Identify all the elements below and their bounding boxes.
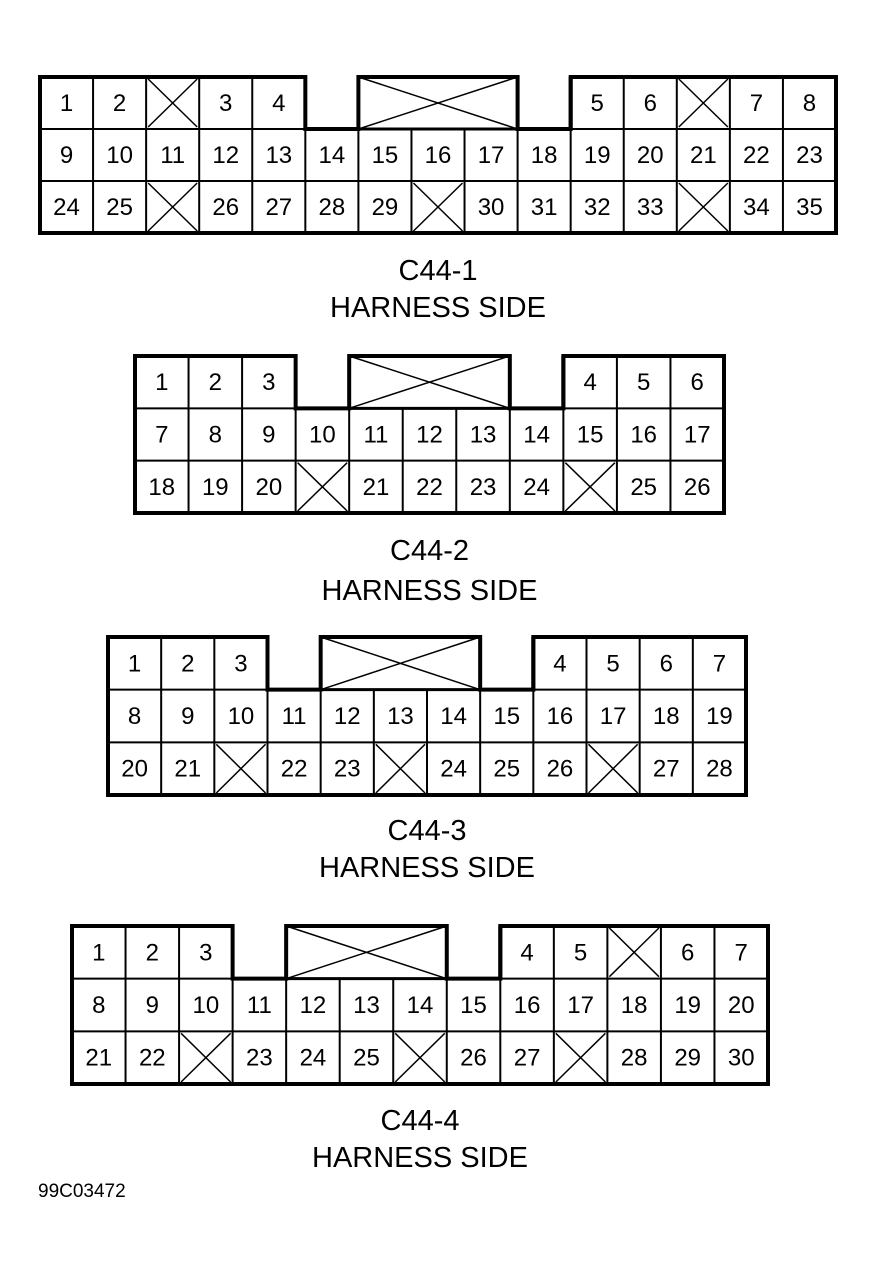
pin-number: 16 (424, 142, 452, 169)
pin-number: 18 (148, 473, 176, 501)
pin-number: 9 (262, 421, 276, 449)
pin-number: 2 (145, 939, 159, 967)
pin-number: 19 (706, 703, 733, 730)
pin-number: 13 (387, 703, 414, 730)
pin-number: 2 (208, 369, 222, 397)
pin-number: 12 (333, 703, 361, 730)
pin-number: 11 (246, 992, 272, 1019)
pin-number: 19 (674, 992, 702, 1019)
pin-number: 1 (155, 369, 169, 397)
connector-name: C44-4 (380, 1105, 460, 1137)
pin-number: 21 (85, 1044, 113, 1072)
pin-number: 7 (712, 650, 727, 678)
pin-number: 17 (567, 992, 594, 1019)
pin-number: 18 (652, 703, 680, 730)
pin-number: 9 (59, 142, 74, 169)
pin-number: 15 (493, 703, 521, 730)
connector-caption: HARNESS SIDE (330, 292, 546, 324)
pin-number: 5 (590, 90, 604, 117)
pin-number: 10 (106, 142, 133, 169)
pin-number: 3 (262, 369, 276, 397)
pin-number: 7 (749, 90, 764, 117)
connector-name: C44-2 (390, 535, 469, 567)
connector-c44-4 (72, 926, 768, 1174)
pin-number: 14 (440, 703, 467, 730)
pin-number: 24 (440, 755, 467, 783)
pin-number: 17 (477, 142, 505, 169)
pin-number: 21 (174, 755, 202, 783)
pin-number: 22 (416, 473, 443, 501)
pin-number: 27 (652, 755, 680, 783)
pin-number: 6 (659, 650, 673, 678)
pin-number: 22 (280, 755, 308, 783)
pin-number: 26 (212, 194, 240, 221)
connector-caption: HARNESS SIDE (319, 852, 535, 884)
pin-number: 22 (743, 142, 770, 169)
pin-number: 1 (59, 90, 74, 117)
pin-number: 4 (520, 939, 534, 967)
pin-number: 13 (469, 421, 497, 449)
pin-number: 10 (192, 992, 220, 1019)
pin-number: 17 (683, 421, 711, 449)
pin-number: 3 (234, 650, 248, 678)
pin-number: 23 (796, 142, 823, 169)
pin-number: 3 (199, 939, 213, 967)
pin-number: 26 (460, 1044, 487, 1072)
connector-name: C44-3 (387, 815, 467, 847)
pin-number: 15 (460, 992, 487, 1019)
pin-number: 14 (318, 142, 346, 169)
pin-number: 8 (802, 90, 817, 117)
pin-number: 23 (469, 473, 497, 501)
pin-number: 8 (92, 992, 106, 1019)
pin-number: 20 (121, 755, 148, 783)
pin-number: 33 (636, 194, 664, 221)
pin-number: 16 (630, 421, 658, 449)
pin-number: 18 (620, 992, 648, 1019)
connector-caption: HARNESS SIDE (321, 575, 538, 607)
pin-number: 28 (706, 755, 733, 783)
pin-number: 28 (318, 194, 346, 221)
pin-number: 6 (643, 90, 657, 117)
connector-caption: HARNESS SIDE (312, 1142, 528, 1174)
pin-number: 31 (530, 194, 558, 221)
pin-number: 9 (181, 703, 195, 730)
pin-number: 2 (112, 90, 127, 117)
pin-number: 1 (92, 939, 106, 967)
pin-number: 24 (53, 194, 80, 221)
pin-number: 22 (138, 1044, 166, 1072)
pin-number: 19 (583, 142, 611, 169)
connector-c44-2 (135, 356, 724, 607)
pin-number: 16 (513, 992, 541, 1019)
pin-number: 27 (513, 1044, 541, 1072)
pin-number: 23 (333, 755, 361, 783)
pin-number: 26 (683, 473, 711, 501)
pin-number: 12 (212, 142, 240, 169)
pin-number: 18 (530, 142, 558, 169)
pin-number: 9 (145, 992, 159, 1019)
pin-number: 7 (155, 421, 169, 449)
pin-number: 8 (208, 421, 222, 449)
pin-number: 11 (281, 703, 307, 730)
pin-number: 8 (127, 703, 142, 730)
pin-number: 25 (353, 1044, 380, 1072)
pin-number: 6 (690, 369, 704, 397)
pin-number: 15 (576, 421, 604, 449)
pin-number: 3 (219, 90, 233, 117)
pin-number: 10 (227, 703, 255, 730)
pin-number: 4 (272, 90, 286, 117)
pin-number: 24 (523, 473, 550, 501)
pin-number: 23 (246, 1044, 273, 1072)
pin-number: 29 (371, 194, 399, 221)
pin-number: 20 (636, 142, 664, 169)
pin-number: 20 (727, 992, 755, 1019)
connector-name: C44-1 (398, 255, 478, 287)
pin-number: 21 (689, 142, 717, 169)
pin-number: 25 (493, 755, 521, 783)
pin-number: 15 (371, 142, 399, 169)
pin-number: 19 (201, 473, 229, 501)
pin-number: 4 (553, 650, 567, 678)
pin-number: 14 (406, 992, 434, 1019)
pin-number: 13 (265, 142, 293, 169)
pin-number: 25 (630, 473, 658, 501)
pin-number: 30 (727, 1044, 755, 1072)
pin-number: 24 (299, 1044, 327, 1072)
pin-number: 25 (106, 194, 133, 221)
connector-c44-3 (108, 637, 746, 884)
pin-number: 5 (606, 650, 620, 678)
pin-number: 14 (523, 421, 550, 449)
pin-number: 17 (599, 703, 627, 730)
pin-number: 2 (181, 650, 195, 678)
pin-number: 6 (681, 939, 695, 967)
pin-number: 26 (546, 755, 574, 783)
pin-number: 1 (127, 650, 142, 678)
pin-number: 27 (265, 194, 293, 221)
pin-number: 12 (416, 421, 443, 449)
pin-number: 10 (309, 421, 336, 449)
connector-c44-1 (40, 77, 836, 324)
pin-number: 28 (620, 1044, 648, 1072)
pin-number: 35 (796, 194, 823, 221)
pin-number: 29 (674, 1044, 702, 1072)
pin-number: 12 (299, 992, 327, 1019)
pin-number: 34 (743, 194, 770, 221)
pin-number: 20 (255, 473, 283, 501)
pin-number: 11 (160, 142, 186, 169)
pin-number: 21 (362, 473, 390, 501)
pin-number: 30 (477, 194, 505, 221)
pin-number: 32 (583, 194, 611, 221)
pin-number: 16 (546, 703, 574, 730)
pin-number: 13 (353, 992, 380, 1019)
figure-code: 99C03472 (38, 1181, 126, 1202)
pin-number: 7 (734, 939, 748, 967)
pin-number: 4 (583, 369, 597, 397)
pin-number: 11 (363, 421, 389, 449)
pin-number: 5 (637, 369, 651, 397)
pin-number: 5 (573, 939, 588, 967)
